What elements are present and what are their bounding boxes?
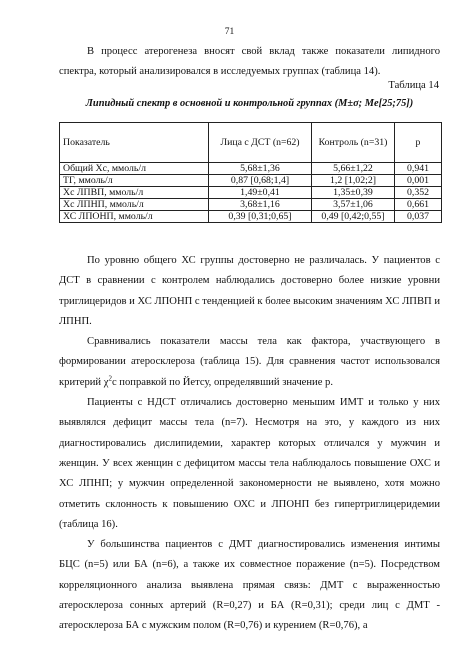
cell-dst: 0,39 [0,31;0,65] (209, 211, 312, 223)
paragraph-1: По уровню общего ХС группы достоверно не различалась. У пациентов с ДСТ в сравнении с контролем наблюдались достоверно более низкие уровни триглицеридов и ХС ЛПОНП с тенденцией к более высоким значениям ХС ЛПВП и ЛПНП. (59, 255, 440, 327)
header-indicator: Показатель (60, 123, 209, 163)
cell-dst: 5,68±1,36 (209, 163, 312, 175)
cell-p: 0,941 (395, 163, 442, 175)
cell-dst: 3,68±1,16 (209, 199, 312, 211)
lipid-table (59, 122, 442, 223)
table-row (60, 211, 442, 223)
header-p-value: p (395, 123, 442, 163)
paragraph-2-text: Сравнивались показатели массы тела как фактора, участвующего в формировании атеросклероза (таблица 15). Для сравнения частот использовался критерий (59, 336, 440, 388)
cell-control: 1,35±0,39 (312, 187, 395, 199)
paragraph-2 (59, 332, 440, 393)
table-caption: Липидный спектр в основной и контрольной группах (M±σ; Me[25;75]) (85, 98, 414, 109)
cell-dst: 1,49±0,41 (209, 187, 312, 199)
paragraph-4: У большинства пациентов с ДМТ диагностировались изменения интимы БЦС (n=5) или БА (n=6), а также их совместное поражение (n=5). Посредством корреляционного анализа выявлена прямая связь: ДМТ с выраженностью атеросклероза сонных артерий (R=0,27) и БА (R=0,31); среди лиц с ДМТ - атеросклероза БА с мужским полом (R=0,76) и курением (R=0,76), а (59, 539, 440, 632)
chi-square-tail: с поправкой по Йетсу, определявший значение р. (111, 376, 334, 388)
page-number: 71 (224, 27, 235, 37)
cell-control: 0,49 [0,42;0,55] (312, 211, 395, 223)
paragraph-intro: В процесс атерогенеза вносят свой вклад также показатели липидного спектра, который анализировался в исследуемых группах (таблица 14). (59, 46, 440, 78)
cell-indicator: Общий Хс, ммоль/л (60, 163, 209, 175)
body-text (59, 251, 440, 637)
cell-dst: 0,87 [0,68;1,4] (209, 175, 312, 187)
table-header-row (60, 123, 442, 163)
cell-p: 0,352 (395, 187, 442, 199)
cell-indicator: Хс ЛПВП, ммоль/л (60, 187, 209, 199)
table-row (60, 187, 442, 199)
header-dst-group: Лица с ДСТ (n=62) (209, 123, 312, 163)
cell-p: 0,001 (395, 175, 442, 187)
intro-text (59, 42, 440, 83)
cell-indicator: ТГ, ммоль/л (60, 175, 209, 187)
table-row (60, 199, 442, 211)
cell-indicator: Хс ЛПНП, ммоль/л (60, 199, 209, 211)
cell-indicator: ХС ЛПОНП, ммоль/л (60, 211, 209, 223)
header-control-group: Контроль (n=31) (312, 123, 395, 163)
cell-control: 1,2 [1,02;2] (312, 175, 395, 187)
cell-control: 3,57±1,06 (312, 199, 395, 211)
chi-square-symbol: χ (103, 376, 109, 388)
table-row (60, 163, 442, 175)
cell-p: 0,037 (395, 211, 442, 223)
paragraph-3: Пациенты с НДСТ отличались достоверно меньшим ИМТ и только у них выявлялся дефицит массы тела (n=7). Несмотря на это, у каждого из них диагностировались дислипидемии, характер которых отличался у мужчин и женщин. У всех женщин с дефицитом массы тела наблюдалось повышение ОХС и ХС ЛПНП; у мужчин определенной закономерности не выявлено, хотя можно отметить склонность к повышению ОХС и ЛПОНП без гипертриглицеридемии (таблица 16). (59, 397, 440, 530)
table-label: Таблица 14 (388, 80, 439, 91)
cell-control: 5,66±1,22 (312, 163, 395, 175)
table-row (60, 175, 442, 187)
chi-square-exponent: 2 (108, 374, 112, 383)
cell-p: 0,661 (395, 199, 442, 211)
